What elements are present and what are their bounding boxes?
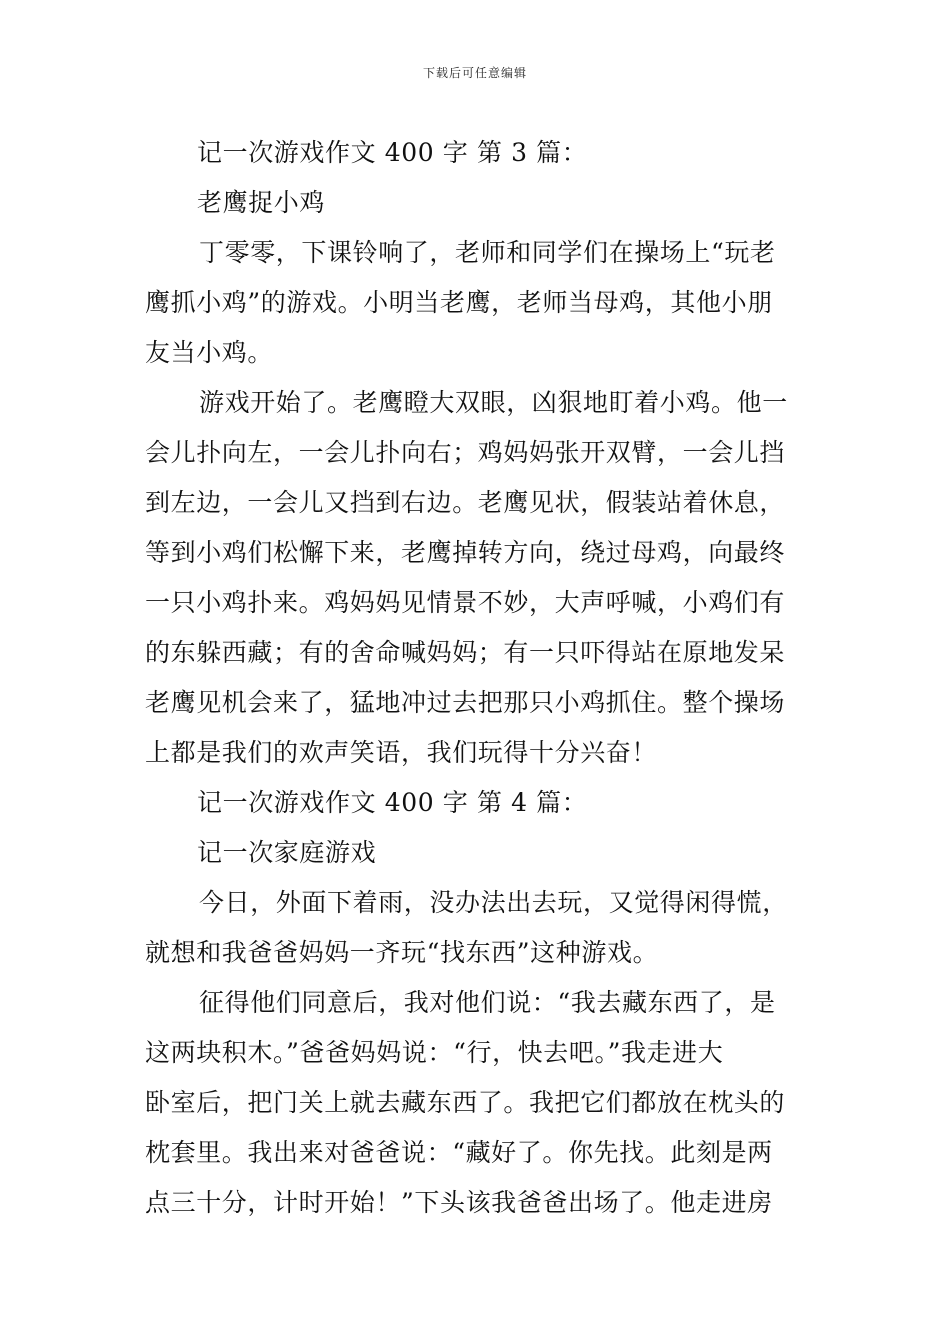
text-line: 游戏开始了。老鹰瞪大双眼，凶狠地盯着小鸡。他一	[199, 388, 788, 417]
text-line: 会儿扑向左，一会儿扑向右；鸡妈妈张开双臂，一会儿挡	[145, 438, 786, 467]
section-subtitle: 记一次家庭游戏	[197, 838, 377, 867]
text-line: 的东躲西藏；有的舍命喊妈妈；有一只吓得站在原地发呆	[145, 638, 786, 667]
text-line: 今日，外面下着雨，没办法出去玩，又觉得闲得慌，	[199, 888, 788, 917]
text-line: 这两块积木。”爸爸妈妈说：“行，快去吧。”我走进大	[145, 1038, 724, 1067]
section-heading: 记一次游戏作文 400 字 第 3 篇：	[197, 138, 588, 167]
text-line: 就想和我爸爸妈妈一齐玩“找东西”这种游戏。	[145, 938, 659, 967]
text-line: 上都是我们的欢声笑语，我们玩得十分兴奋！	[145, 738, 658, 767]
section-subtitle: 老鹰捉小鸡	[197, 188, 326, 217]
text-line: 征得他们同意后，我对他们说：“我去藏东西了，是	[199, 988, 776, 1017]
section-heading: 记一次游戏作文 400 字 第 4 篇：	[197, 788, 588, 817]
text-line: 丁零零，下课铃响了，老师和同学们在操场上“玩老	[199, 238, 776, 267]
text-line: 一只小鸡扑来。鸡妈妈见情景不妙，大声呼喊，小鸡们有	[145, 588, 786, 617]
paragraph	[145, 978, 810, 1228]
text-line: 等到小鸡们松懈下来，老鹰掉转方向，绕过母鸡，向最终	[145, 538, 786, 567]
text-line: 卧室后，把门关上就去藏东西了。我把它们都放在枕头的	[145, 1088, 786, 1117]
text-line: 枕套里。我出来对爸爸说：“藏好了。你先找。此刻是两	[145, 1138, 773, 1167]
text-line: 到左边，一会儿又挡到右边。老鹰见状，假装站着休息，	[145, 488, 786, 517]
paragraph	[145, 378, 810, 778]
text-line: 老鹰见机会来了，猛地冲过去把那只小鸡抓住。整个操场	[145, 688, 786, 717]
paragraph	[145, 878, 810, 978]
text-line: 鹰抓小鸡”的游戏。小明当老鹰，老师当母鸡，其他小朋	[145, 288, 773, 317]
text-line: 点三十分，计时开始！”下头该我爸爸出场了。他走进房	[145, 1188, 773, 1217]
text-line: 友当小鸡。	[145, 338, 274, 367]
header-note: 下载后可任意编辑	[422, 66, 527, 80]
document-body	[145, 128, 810, 1228]
paragraph	[145, 228, 810, 378]
